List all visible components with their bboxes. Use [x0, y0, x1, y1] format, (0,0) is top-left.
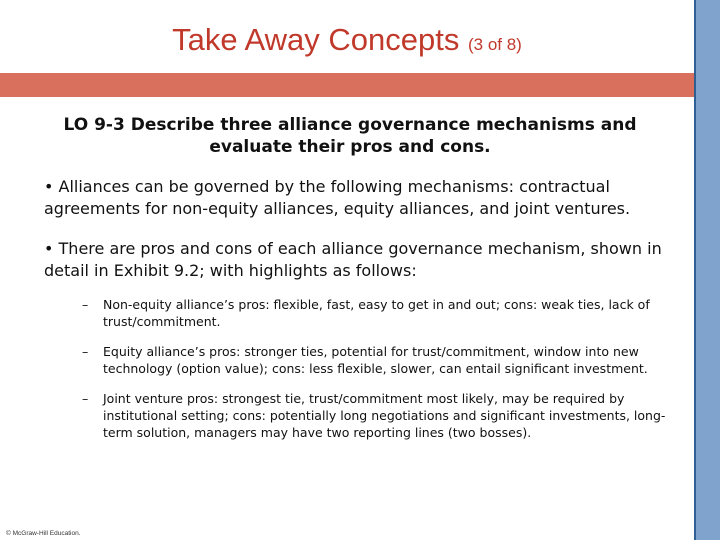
sub-bullet-text: Equity alliance’s pros: stronger ties, potential for trust/commitment, window into new technology (option value); cons: less flexible, slower, can entail significant investment. [103, 344, 648, 376]
slide-title-main: Take Away Concepts [172, 22, 460, 57]
bullet-governance-mechanisms: • Alliances can be governed by the following mechanisms: contractual agreements for non-equity alliances, equity alliances, and joint ventures. [44, 177, 631, 218]
sub-bullet-joint-venture [82, 390, 682, 441]
sub-bullet-text: Non-equity alliance’s pros: flexible, fast, easy to get in and out; cons: weak ties, lack of trust/commitment. [103, 297, 650, 329]
sub-bullet-equity [82, 343, 682, 377]
slide-title-page: (3 of 8) [467, 35, 522, 54]
learning-objective: LO 9-3 Describe three alliance governance mechanisms and evaluate their pros and cons. [63, 115, 637, 157]
dash-marker: – [82, 391, 89, 406]
copyright-footer: © McGraw-Hill Education. [6, 530, 81, 537]
title-accent-bar [0, 73, 694, 97]
sub-bullet-non-equity [82, 296, 682, 330]
slide-title [0, 22, 694, 58]
sub-bullet-text: Joint venture pros: strongest tie, trust/commitment most likely, may be required by institutional setting; cons: potentially long negotiations and significant investments, long-term solution, managers may have two reporting lines (two bosses). [103, 391, 666, 440]
dash-marker: – [82, 297, 89, 312]
right-accent-bar [696, 0, 720, 540]
bullet-pros-and-cons: • There are pros and cons of each alliance governance mechanism, shown in detail in Exhibit 9.2; with highlights as follows: [44, 239, 662, 280]
dash-marker: – [82, 344, 89, 359]
